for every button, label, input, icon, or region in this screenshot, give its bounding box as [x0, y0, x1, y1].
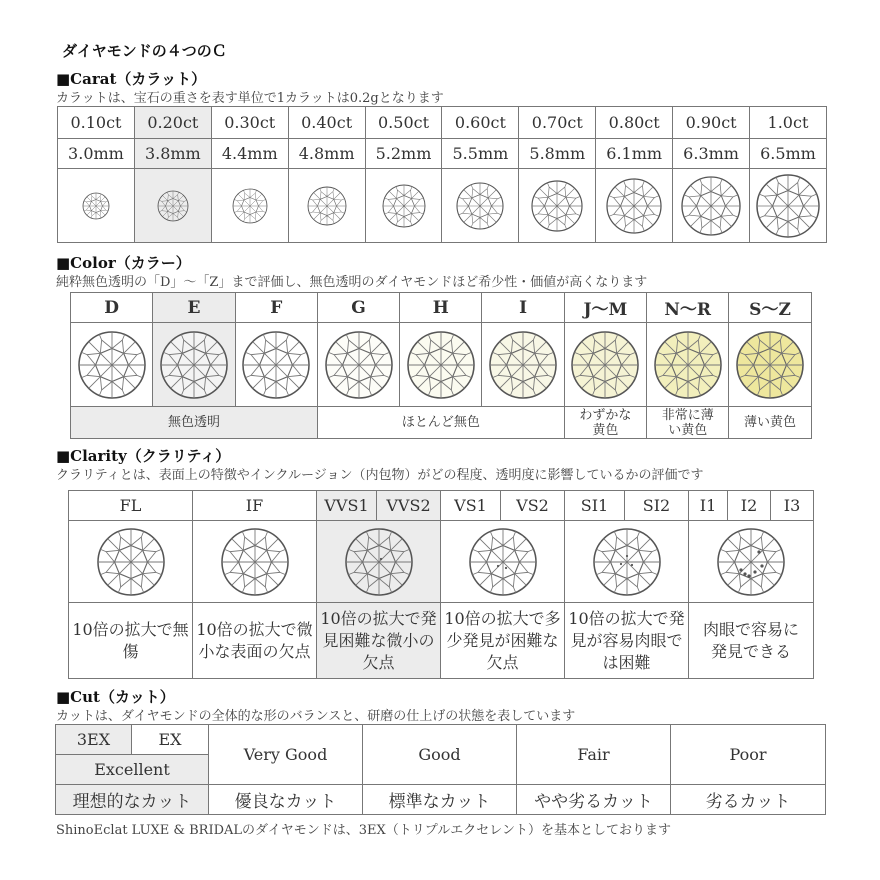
color-group-near-colorless: ほとんど無色: [317, 407, 564, 439]
diamond-cell: [58, 169, 135, 243]
diamond-icon: [605, 177, 663, 235]
clarity-grade: SI2: [625, 491, 689, 521]
diamond-icon: [77, 330, 147, 400]
color-grade: J～M: [564, 293, 646, 323]
clarity-grade: VVS1: [317, 491, 377, 521]
clarity-grade: SI1: [565, 491, 625, 521]
diamond-cell: [596, 169, 673, 243]
diamond-icon: [735, 330, 805, 400]
diamond-cell: [519, 169, 596, 243]
diamond-cell: [317, 521, 441, 603]
clarity-grade: IF: [193, 491, 317, 521]
diamond-cell: [211, 169, 288, 243]
diamond-icon: [406, 330, 476, 400]
cut-heading: ■Cut（カット）: [56, 688, 175, 706]
diamond-cell: [365, 169, 442, 243]
clarity-grade: I1: [689, 491, 728, 521]
diamond-icon: [344, 527, 414, 597]
clarity-note: 10倍の拡大で発見困難な微小の欠点: [317, 603, 441, 679]
carat-weight: 0.40ct: [288, 107, 365, 139]
diamond-icon: [530, 179, 584, 233]
carat-weight: 0.50ct: [365, 107, 442, 139]
carat-weight: 0.70ct: [519, 107, 596, 139]
color-description: 純粋無色透明の「D」～「Z」まで評価し、無色透明のダイヤモンドほど希少性・価値が高くなります: [56, 275, 648, 290]
carat-weight: 0.60ct: [442, 107, 519, 139]
diamond-icon: [156, 189, 190, 223]
color-grade: H: [400, 293, 482, 323]
carat-weight: 0.30ct: [211, 107, 288, 139]
carat-description: カラットは、宝石の重さを表す単位で1カラットは0.2gとなります: [56, 91, 444, 106]
diamond-cell: [442, 169, 519, 243]
clarity-note: 10倍の拡大で無傷: [69, 603, 193, 679]
carat-size: 3.8mm: [134, 139, 211, 169]
color-grade: G: [317, 293, 399, 323]
carat-weight: 0.20ct: [134, 107, 211, 139]
cut-grade: Fair: [517, 725, 671, 785]
carat-table: [57, 106, 827, 243]
diamond-cell: [235, 323, 317, 407]
cut-description: カットは、ダイヤモンドの全体的な形のバランスと、研磨の仕上げの状態を表しています: [56, 709, 576, 724]
clarity-grade: I3: [771, 491, 814, 521]
color-grade: E: [153, 293, 235, 323]
diamond-icon: [488, 330, 558, 400]
cut-note: 理想的なカット: [56, 785, 209, 815]
carat-weight: 1.0ct: [750, 107, 827, 139]
cut-table: [55, 724, 826, 815]
diamond-icon: [716, 527, 786, 597]
diamond-cell: [729, 323, 811, 407]
cut-grade: 3EX: [56, 725, 132, 755]
clarity-grade: I2: [728, 491, 771, 521]
diamond-icon: [231, 187, 269, 225]
carat-size: 6.1mm: [596, 139, 673, 169]
color-grade: S～Z: [729, 293, 811, 323]
diamond-icon: [381, 183, 427, 229]
clarity-note: 10倍の拡大で多少発見が困難な欠点: [441, 603, 565, 679]
diamond-cell: [673, 169, 750, 243]
clarity-note: 10倍の拡大で発見が容易肉眼では困難: [565, 603, 689, 679]
carat-size: 5.5mm: [442, 139, 519, 169]
clarity-grade: VS2: [501, 491, 565, 521]
color-heading: ■Color（カラー）: [56, 254, 191, 272]
diamond-cell: [441, 521, 565, 603]
cut-note: 劣るカット: [671, 785, 826, 815]
diamond-icon: [324, 330, 394, 400]
clarity-grade: VS1: [441, 491, 501, 521]
color-grade: N～R: [647, 293, 729, 323]
diamond-icon: [96, 527, 166, 597]
cut-grade: Good: [363, 725, 517, 785]
cut-grade: Excellent: [56, 755, 209, 785]
carat-size: 4.8mm: [288, 139, 365, 169]
color-group-colorless: 無色透明: [71, 407, 318, 439]
diamond-icon: [455, 181, 505, 231]
diamond-cell: [647, 323, 729, 407]
diamond-icon: [468, 527, 538, 597]
color-grade: D: [71, 293, 153, 323]
cut-note: 優良なカット: [209, 785, 363, 815]
diamond-cell: [564, 323, 646, 407]
carat-weight: 0.10ct: [58, 107, 135, 139]
carat-weight: 0.80ct: [596, 107, 673, 139]
diamond-cell: [750, 169, 827, 243]
carat-size: 6.3mm: [673, 139, 750, 169]
color-grade: F: [235, 293, 317, 323]
diamond-cell: [153, 323, 235, 407]
carat-size: 6.5mm: [750, 139, 827, 169]
diamond-cell: [134, 169, 211, 243]
carat-heading: ■Carat（カラット）: [56, 70, 207, 88]
diamond-cell: [69, 521, 193, 603]
diamond-cell: [482, 323, 564, 407]
diamond-icon: [81, 191, 111, 221]
page-title: ダイヤモンドの４つのＣ: [62, 42, 227, 60]
carat-size: 3.0mm: [58, 139, 135, 169]
clarity-heading: ■Clarity（クラリティ）: [56, 447, 231, 465]
carat-size: 5.2mm: [365, 139, 442, 169]
diamond-cell: [400, 323, 482, 407]
carat-weight: 0.90ct: [673, 107, 750, 139]
clarity-grade: VVS2: [377, 491, 441, 521]
cut-note: やや劣るカット: [517, 785, 671, 815]
carat-size: 5.8mm: [519, 139, 596, 169]
clarity-grade: FL: [69, 491, 193, 521]
diamond-icon: [680, 175, 742, 237]
diamond-icon: [653, 330, 723, 400]
color-grade: I: [482, 293, 564, 323]
diamond-icon: [755, 173, 821, 239]
color-group-light: 薄い黄色: [729, 407, 811, 439]
carat-size: 4.4mm: [211, 139, 288, 169]
cut-note: 標準なカット: [363, 785, 517, 815]
color-group-faint: わずかな黄色: [564, 407, 646, 439]
footer-note: ShinoEclat LUXE & BRIDALのダイヤモンドは、3EX（トリプルエクセレント）を基本としております: [56, 823, 671, 838]
cut-grade: Poor: [671, 725, 826, 785]
cut-grade: Very Good: [209, 725, 363, 785]
diamond-cell: [689, 521, 814, 603]
diamond-icon: [159, 330, 229, 400]
diamond-icon: [220, 527, 290, 597]
clarity-description: クラリティとは、表面上の特徴やインクルージョン（内包物）がどの程度、透明度に影響しているかの評価です: [56, 468, 704, 483]
diamond-cell: [317, 323, 399, 407]
cut-grade: EX: [132, 725, 209, 755]
diamond-icon: [306, 185, 348, 227]
color-group-very-light: 非常に薄い黄色: [647, 407, 729, 439]
diamond-cell: [565, 521, 689, 603]
diamond-icon: [592, 527, 662, 597]
diamond-icon: [241, 330, 311, 400]
clarity-table: [68, 490, 814, 679]
color-table: [70, 292, 812, 439]
diamond-cell: [71, 323, 153, 407]
diamond-cell: [288, 169, 365, 243]
diamond-icon: [570, 330, 640, 400]
clarity-note: 10倍の拡大で微小な表面の欠点: [193, 603, 317, 679]
clarity-note: 肉眼で容易に発見できる: [689, 603, 814, 679]
diamond-cell: [193, 521, 317, 603]
